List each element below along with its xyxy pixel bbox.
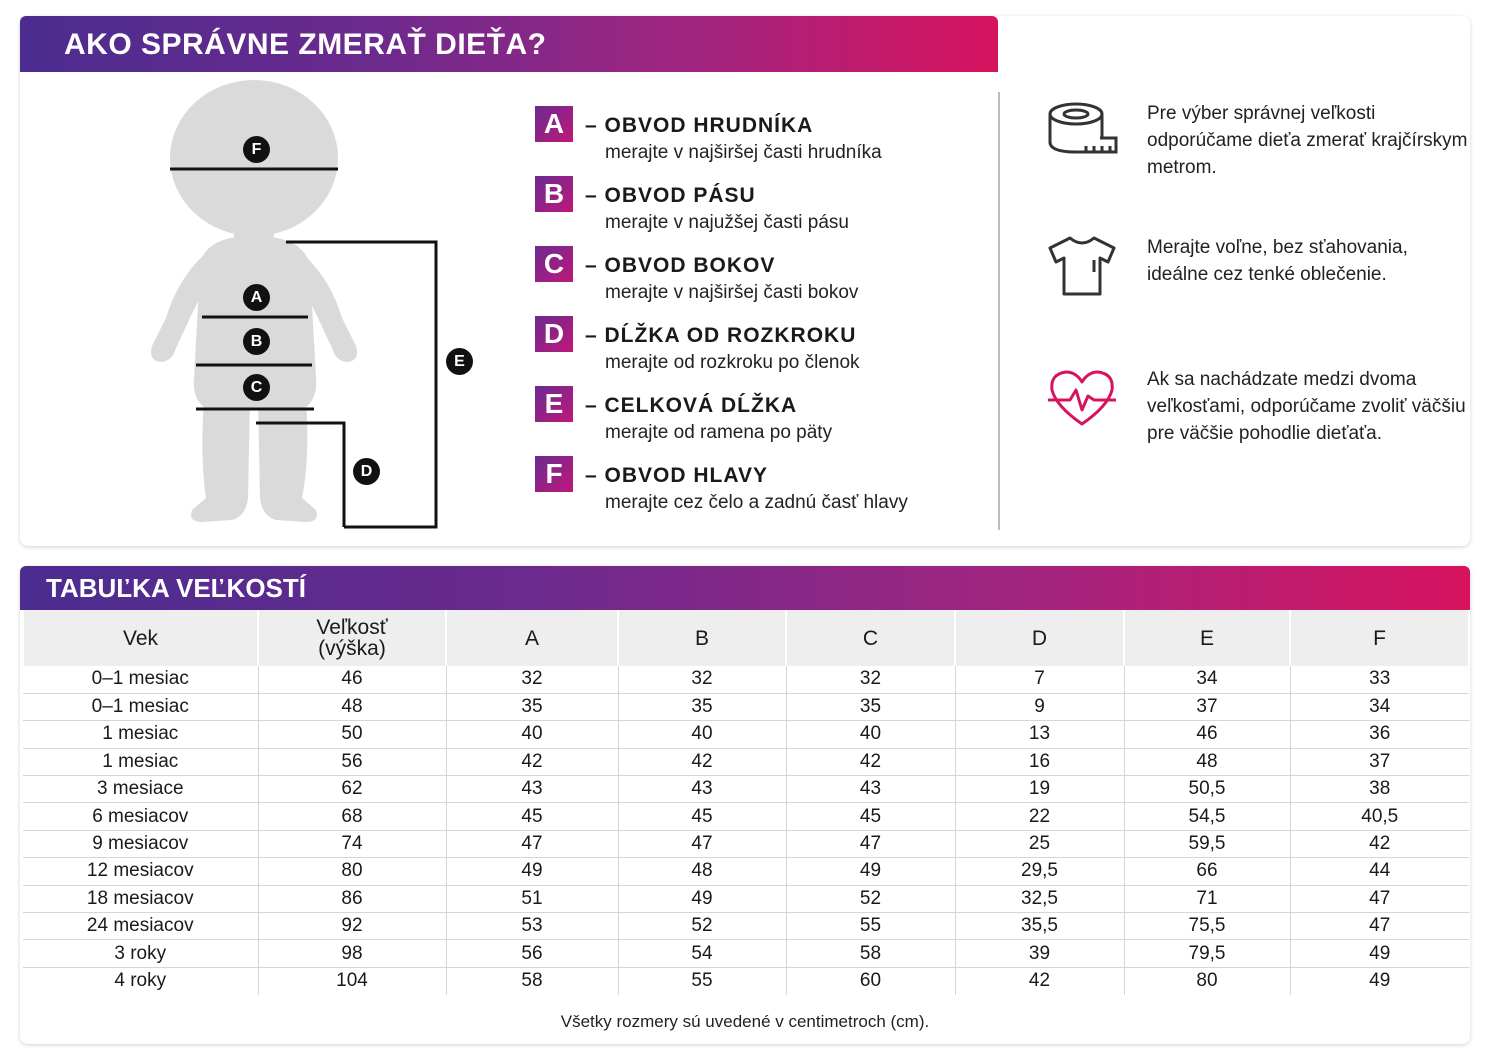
table-cell: 46: [1124, 721, 1290, 748]
measurement-guide-card: [20, 16, 1470, 546]
table-cell: 18 mesiacov: [23, 885, 258, 912]
legend-item-c: [535, 246, 995, 306]
table-cell: 43: [446, 776, 618, 803]
legend-letter: E: [535, 386, 573, 422]
table-cell: 49: [1290, 967, 1469, 994]
table-cell: 60: [786, 967, 955, 994]
table-cell: 49: [446, 858, 618, 885]
header-a: A: [446, 610, 618, 666]
table-cell: 32: [446, 666, 618, 693]
table-cell: 74: [258, 830, 446, 857]
table-cell: 56: [446, 940, 618, 967]
figure-label-f: F: [243, 136, 270, 163]
table-cell: 7: [955, 666, 1124, 693]
table-cell: 9 mesiacov: [23, 830, 258, 857]
table-cell: 22: [955, 803, 1124, 830]
legend-title: – OBVOD HRUDNÍKA: [585, 114, 814, 137]
table-row: [23, 967, 1469, 994]
table-cell: 1 mesiac: [23, 748, 258, 775]
header-b: B: [618, 610, 786, 666]
table-cell: 98: [258, 940, 446, 967]
table-cell: 39: [955, 940, 1124, 967]
table-cell: 80: [1124, 967, 1290, 994]
table-cell: 47: [1290, 913, 1469, 940]
table-cell: 58: [446, 967, 618, 994]
table-cell: 79,5: [1124, 940, 1290, 967]
table-row: [23, 913, 1469, 940]
table-row: [23, 693, 1469, 720]
table-cell: 50: [258, 721, 446, 748]
table-cell: 40: [618, 721, 786, 748]
table-cell: 66: [1124, 858, 1290, 885]
table-cell: 0–1 mesiac: [23, 666, 258, 693]
legend-item-a: [535, 106, 995, 166]
table-cell: 45: [786, 803, 955, 830]
header-f: F: [1290, 610, 1469, 666]
table-cell: 45: [618, 803, 786, 830]
table-cell: 59,5: [1124, 830, 1290, 857]
table-cell: 4 roky: [114, 970, 167, 992]
table-cell: 52: [786, 885, 955, 912]
table-cell: 19: [955, 776, 1124, 803]
table-cell: 49: [786, 858, 955, 885]
table-cell: 51: [446, 885, 618, 912]
table-cell: 40: [786, 721, 955, 748]
legend-description: merajte v najužšej časti pásu: [605, 212, 849, 233]
table-cell: 52: [618, 913, 786, 940]
table-cell: 42: [786, 748, 955, 775]
table-cell: 43: [786, 776, 955, 803]
table-cell: 45: [446, 803, 618, 830]
table-row: [23, 721, 1469, 748]
table-row: [23, 776, 1469, 803]
tip-text: Ak sa nachádzate medzi dvoma veľkosťami, odporúčame zvoliť väčšiu pre väčšie pohodlie dieťaťa.: [1147, 369, 1466, 444]
table-cell: 34: [1290, 693, 1469, 720]
table-footnote: Všetky rozmery sú uvedené v centimetroch (cm).: [560, 1012, 930, 1031]
table-cell: 58: [786, 940, 955, 967]
table-row: [23, 940, 1469, 967]
table-cell: 71: [1124, 885, 1290, 912]
table-title: TABUĽKA VEĽKOSTÍ: [20, 566, 1470, 610]
table-row: [23, 885, 1469, 912]
size-table-card: [20, 566, 1470, 1044]
legend-letter: C: [535, 246, 573, 282]
table-cell: 33: [1290, 666, 1469, 693]
table-cell: 32: [786, 666, 955, 693]
legend-description: merajte od ramena po päty: [605, 422, 833, 443]
table-cell: 47: [446, 830, 618, 857]
table-cell: 55: [618, 967, 786, 994]
header-c: C: [786, 610, 955, 666]
legend-description: merajte v najširšej časti bokov: [605, 282, 859, 303]
table-cell: 12 mesiacov: [23, 858, 258, 885]
table-cell: 36: [1290, 721, 1469, 748]
figure-label-c: C: [243, 374, 270, 401]
legend-letter: B: [535, 176, 573, 212]
table-cell: 47: [1290, 885, 1469, 912]
table-cell: 40,5: [1290, 803, 1469, 830]
table-cell: 35: [786, 693, 955, 720]
table-cell: 46: [258, 666, 446, 693]
child-figure: [130, 78, 490, 538]
table-cell: 48: [1124, 748, 1290, 775]
size-table: [22, 610, 1470, 995]
table-cell: 43: [618, 776, 786, 803]
legend-description: merajte od rozkroku po členok: [605, 352, 860, 373]
table-cell: 13: [955, 721, 1124, 748]
header-d: D: [955, 610, 1124, 666]
table-cell: 1 mesiac: [23, 721, 258, 748]
table-cell: 75,5: [1124, 913, 1290, 940]
table-row: [23, 666, 1469, 693]
table-cell: 37: [1124, 693, 1290, 720]
legend-item-f: [535, 456, 995, 516]
table-cell: 25: [955, 830, 1124, 857]
table-row: [23, 858, 1469, 885]
legend-title: – OBVOD BOKOV: [585, 254, 776, 277]
table-cell: 42: [955, 967, 1124, 994]
table-cell: 62: [258, 776, 446, 803]
table-cell: 35: [618, 693, 786, 720]
measuring-tape-icon: [1046, 100, 1122, 167]
table-cell: 86: [258, 885, 446, 912]
table-cell: 54: [618, 940, 786, 967]
legend-title: – CELKOVÁ DĹŽKA: [585, 394, 798, 417]
table-cell: 37: [1290, 748, 1469, 775]
legend-item-d: [535, 316, 995, 376]
table-cell: 44: [1290, 858, 1469, 885]
table-cell: 6 mesiacov: [23, 803, 258, 830]
table-cell: 47: [786, 830, 955, 857]
table-row: [23, 748, 1469, 775]
table-cell: 104: [258, 967, 446, 994]
legend-title: – DĹŽKA OD ROZKROKU: [585, 324, 857, 347]
legend-letter: D: [535, 316, 573, 352]
table-cell: 32: [618, 666, 786, 693]
legend-description: merajte cez čelo a zadnú časť hlavy: [605, 492, 908, 513]
legend-item-e: [535, 386, 995, 446]
legend-description: merajte v najširšej časti hrudníka: [605, 142, 882, 163]
header-vek: Vek: [23, 610, 258, 666]
table-row: [23, 803, 1469, 830]
table-header-row: [23, 610, 1469, 666]
child-silhouette: [130, 78, 490, 538]
figure-label-e: E: [446, 348, 473, 375]
header-e: E: [1124, 610, 1290, 666]
table-cell: 92: [258, 913, 446, 940]
table-cell: 3 roky: [23, 940, 258, 967]
table-cell: 16: [955, 748, 1124, 775]
table-cell: 40: [446, 721, 618, 748]
table-cell: 55: [786, 913, 955, 940]
table-cell: 35: [446, 693, 618, 720]
table-cell: 24 mesiacov: [23, 913, 258, 940]
figure-label-a: A: [243, 284, 270, 311]
table-cell: 50,5: [1124, 776, 1290, 803]
table-cell: 3 mesiace: [23, 776, 258, 803]
table-cell: 48: [258, 693, 446, 720]
table-cell: 38: [1290, 776, 1469, 803]
heart-pulse-icon: [1046, 366, 1118, 435]
table-cell: 29,5: [955, 858, 1124, 885]
table-cell: 0–1 mesiac: [23, 693, 258, 720]
tip-text: Merajte voľne, bez sťahovania, ideálne cez tenké oblečenie.: [1147, 237, 1408, 285]
table-cell: 9: [955, 693, 1124, 720]
table-cell: 49: [1290, 940, 1469, 967]
table-cell: 47: [618, 830, 786, 857]
legend-item-b: [535, 176, 995, 236]
vertical-divider: [998, 92, 1000, 530]
header-velkost: Veľkosť (výška): [258, 610, 446, 666]
table-cell: 35,5: [955, 913, 1124, 940]
table-cell: 68: [258, 803, 446, 830]
tip-text: Pre výber správnej veľkosti odporúčame dieťa zmerať krajčírskym metrom.: [1147, 103, 1468, 178]
table-cell: 48: [618, 858, 786, 885]
table-cell: 42: [1290, 830, 1469, 857]
table-row: [23, 830, 1469, 857]
table-cell: 34: [1124, 666, 1290, 693]
legend-letter: F: [535, 456, 573, 492]
table-cell: 42: [446, 748, 618, 775]
table-cell: 32,5: [955, 885, 1124, 912]
figure-label-b: B: [243, 328, 270, 355]
table-cell: 49: [618, 885, 786, 912]
table-cell: 53: [446, 913, 618, 940]
table-cell: 42: [618, 748, 786, 775]
table-cell: 56: [258, 748, 446, 775]
table-cell: 80: [258, 858, 446, 885]
guide-title: AKO SPRÁVNE ZMERAŤ DIEŤA?: [20, 16, 998, 72]
legend-letter: A: [535, 106, 573, 142]
legend-title: – OBVOD PÁSU: [585, 184, 756, 207]
legend-title: – OBVOD HLAVY: [585, 464, 768, 487]
table-cell: 54,5: [1124, 803, 1290, 830]
tshirt-icon: [1046, 234, 1118, 303]
figure-label-d: D: [353, 458, 380, 485]
